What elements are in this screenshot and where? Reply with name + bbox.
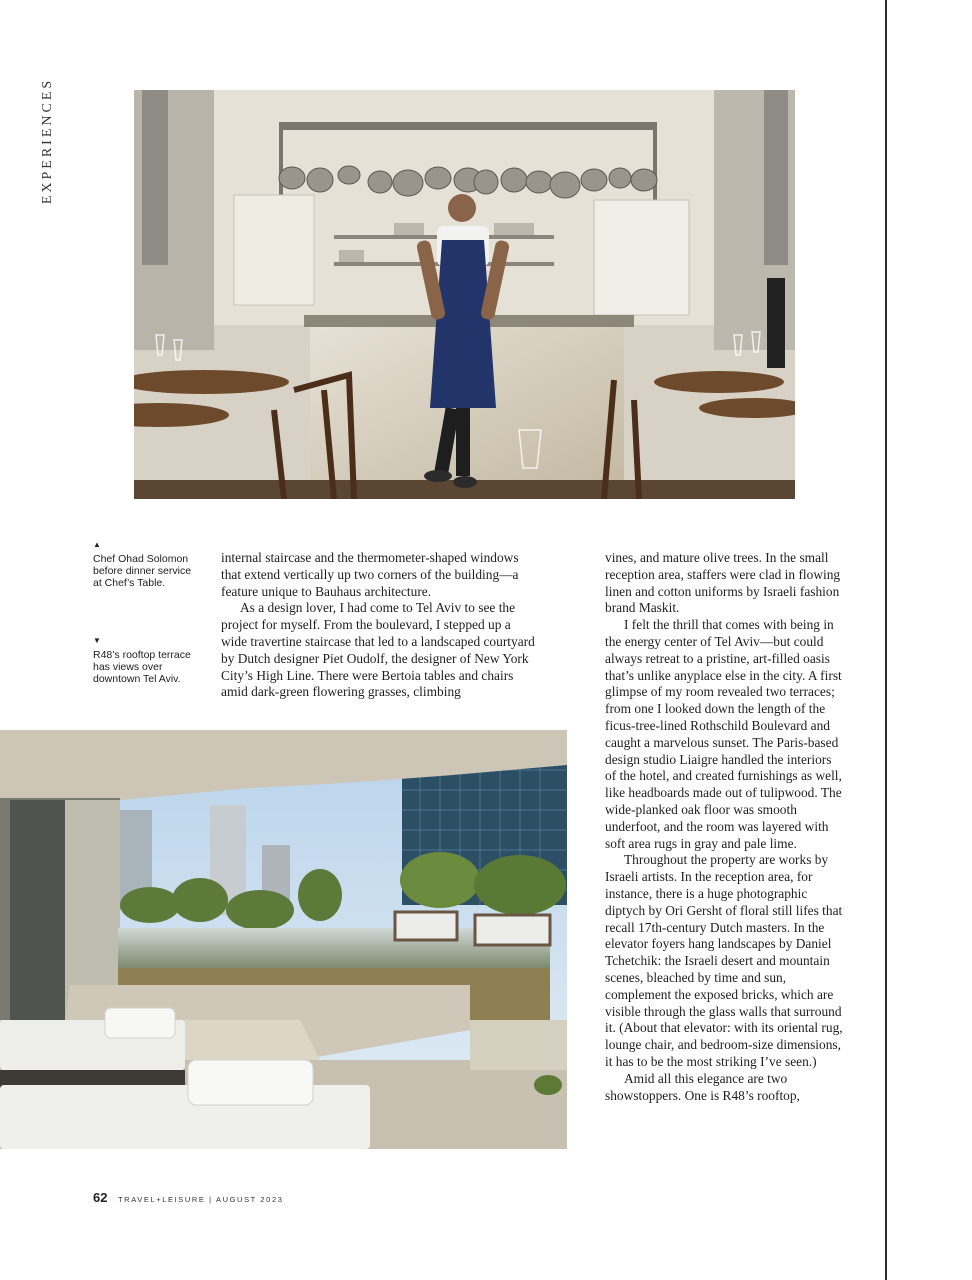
- caption-chef: [93, 540, 193, 589]
- caption-arrow-up-icon: ▲: [93, 540, 101, 549]
- caption-rooftop: [93, 636, 193, 685]
- caption-text: Chef Ohad Solomon before dinner service at Chef’s Table.: [93, 553, 192, 589]
- body-paragraph: vines, and mature olive trees. In the small reception area, staffers were clad in flowing linen and cotton uniforms by Israeli fashion brand Maskit.: [605, 550, 841, 616]
- body-paragraph: Throughout the property are works by Israeli artists. In the reception area, for instance, there is a huge photographic diptych by Ori Gersht of floral still lifes that recall 17th-century Dutch masters. In the elevator foyers hang landscapes by Daniel Tchetchik: the Israeli desert and mountain scenes, bleached by time and sun, complement the exposed bricks, which are visible through the glass walls that surround it. (About that elevator: with its oriental rug, lounge chair, and bedroom-size dimensions, it has to be the most striking I’ve seen.): [605, 852, 843, 1069]
- body-column-right: [605, 550, 843, 1104]
- caption-arrow-down-icon: ▼: [93, 636, 101, 645]
- body-paragraph: I felt the thrill that comes with being in the energy center of Tel Aviv—but could always retreat to a pristine, art-filled oasis that’s unlike anyplace else in the city. A first glimpse of my room revealed two terraces; from one I looked down the length of the ficus-tree-lined Rothschild Boulevard and caught a marvelous sunset. The Paris-based design studio Liaigre handled the interiors of the hotel, and created furnishings as well, like headboards made out of tulipwood. The wide-planked oak floor was smooth underfoot, and the room was layered with soft area rugs in gray and pale lime.: [605, 617, 842, 851]
- section-label: EXPERIENCES: [40, 77, 55, 205]
- body-paragraph: internal staircase and the thermometer-shaped windows that extend vertically up two corners of the building—a feature unique to Bauhaus architecture.: [221, 550, 519, 599]
- body-column-left: [221, 550, 539, 701]
- body-paragraph: As a design lover, I had come to Tel Aviv to see the project for myself. From the boulevard, I stepped up a wide travertine staircase that led to a landscaped courtyard by Dutch designer Piet Oudolf, the designer of New York City’s High Line. There were Bertoia tables and chairs amid dark-green flowering grasses, climbing: [221, 600, 535, 700]
- chef-kitchen-photo: [134, 90, 795, 499]
- rooftop-terrace-photo: [0, 730, 567, 1149]
- publication-footer: TRAVEL+LEISURE | AUGUST 2023: [118, 1195, 284, 1204]
- caption-text: R48’s rooftop terrace has views over downtown Tel Aviv.: [93, 649, 191, 685]
- body-paragraph: Amid all this elegance are two showstoppers. One is R48’s rooftop,: [605, 1070, 800, 1103]
- page-number: 62: [93, 1190, 108, 1205]
- page-edge-rule: [885, 0, 887, 1280]
